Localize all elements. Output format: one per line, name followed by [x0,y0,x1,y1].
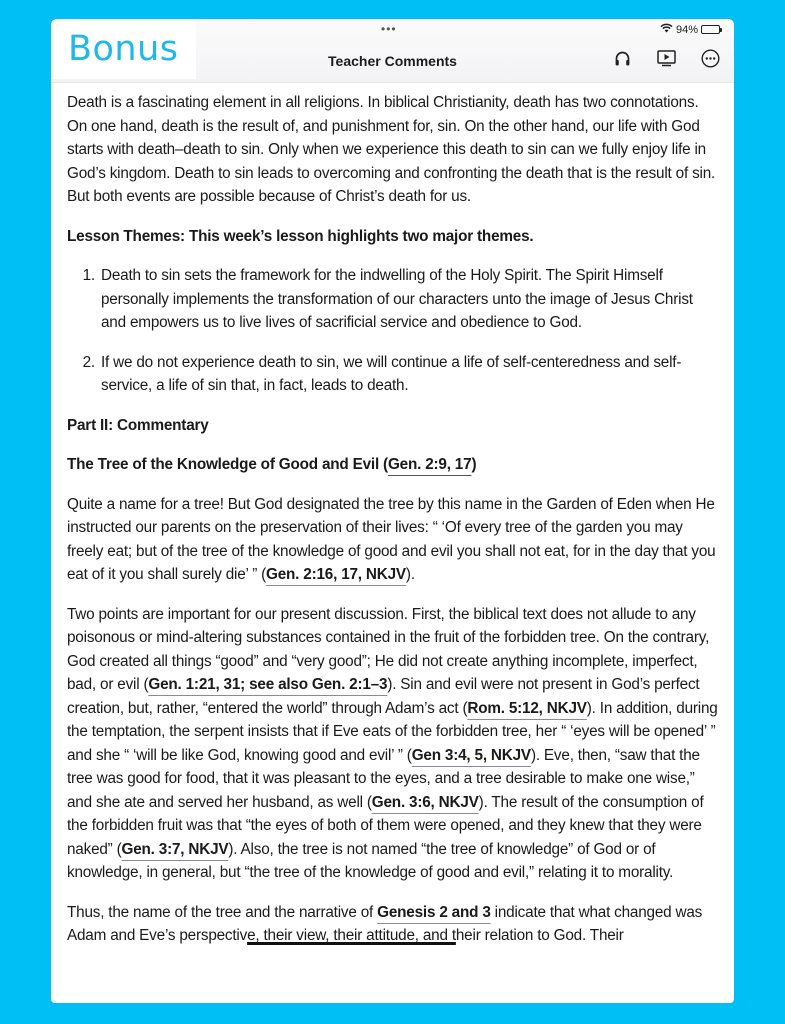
video-play-icon [657,50,676,72]
text: Quite a name for a tree! But God designated the tree by this name in the Garden of Eden when He instructed our parents on the preservation of their lives: “ ‘Of every tree of the garden you may freely eat; but of the tree of the knowledge of good and evil you shall not eat, for in the day that you eat of it you shall surely die’ ” ( [67,495,716,583]
scripture-link[interactable]: Gen 3:4, 5, NKJV [411,746,531,764]
multitasking-grabber[interactable]: ••• [381,22,397,36]
section-heading-close: ) [471,456,477,473]
section-heading [67,453,719,477]
wifi-icon [660,23,673,36]
scripture-link[interactable]: Rom. 5:12, NKJV [467,699,587,717]
scripture-link[interactable]: Gen. 3:7, NKJV [121,840,229,858]
text: ). The result of the consumption of the forbidden fruit was that “the eyes of both of them were opened, and they knew that they were naked” ( [67,793,704,858]
page-title: Teacher Comments [328,53,457,69]
top-bar [51,19,734,83]
text: ). In addition, during the temptation, the serpent insists that if Eve eats of the forbidden tree, her “ ‘eyes will be opened’ ” and she “ ‘will be like God, knowing good and evil’ ” ( [67,699,718,764]
status-bar [660,23,720,36]
scripture-link[interactable]: Gen. 2:9, 17 [387,456,472,473]
theme-item: 2. If we do not experience death to sin, we will continue a life of self-centeredness and self-service, a life of sin that, in fact, leads to death. [99,351,719,398]
part-heading: Part II: Commentary [67,416,209,434]
themes-list [67,264,719,398]
text: Two points are important for our present discussion. First, the biblical text does not allude to any poisonous or mind-altering substances contained in the fruit of the forbidden tree. On the contrary, God created all things “good” and “very good”; He did not create anything incomplete, imperfect, bad, or evil ( [67,605,710,693]
lesson-content [67,91,719,964]
battery-icon [701,25,720,34]
logo [51,19,196,79]
headphones-icon [614,50,631,72]
text: ). Sin and evil were not present in God’s perfect creation, but, rather, “entered the world” through Adam’s act ( [67,676,700,717]
logo-text: Bonus [68,29,179,69]
theme-item: 1. Death to sin sets the framework for the indwelling of the Holy Spirit. The Spirit Himself personally implements the transformation of our characters unto the image of Jesus Christ and empowers us to live lives of sacrificial service and obedience to God. [99,264,719,335]
text: ). Also, the tree is not named “the tree of knowledge” of God or of knowledge, in general, but “the tree of the knowledge of good and evil,” relating it to morality. [67,840,674,881]
battery-percent: 94% [675,23,698,36]
text: ). Eve, then, “saw that the tree was good for food, that it was pleasant to the eyes, and a tree desirable to make one wise,” and she ate and served her husband, as well ( [67,746,700,811]
underlined-annotation[interactable]: e, their view, their attitude, and t [247,927,456,944]
section-heading-text: The Tree of the Knowledge of Good and Evil ( [67,456,388,473]
scripture-link[interactable]: Gen. 2:16, 17, NKJV [266,566,406,583]
video-button[interactable] [656,51,676,71]
text: Thus, the name of the tree and the narrative of [67,903,378,921]
paragraph-3 [67,901,719,948]
themes-heading: Lesson Themes: This week’s lesson highlights two major themes. [67,227,534,245]
paragraph-2 [67,603,719,885]
scripture-link[interactable]: Genesis 2 and 3 [377,903,491,921]
app-window [51,19,734,1003]
more-ellipsis-icon [701,49,720,73]
text: indicate that what changed was Adam and Eve’s perspectiv [67,903,703,944]
text: ). [405,566,415,583]
paragraph-1 [67,493,719,587]
more-button[interactable] [700,51,720,71]
intro-paragraph: Death is a fascinating element in all religions. In biblical Christianity, death has two connotations. On one hand, death is the result of, and punishment for, sin. On the other hand, our life with God starts with death–death to sin. Only when we experience this death to sin can we fully enjoy life in God’s kingdom. Death to sin leads to overcoming and confronting the death that is the result of sin. But both events are possible because of Christ’s death for us. [67,94,716,205]
headphones-button[interactable] [612,51,632,71]
scripture-link[interactable]: Gen. 1:21, 31; see also Gen. 2:1–3 [148,676,388,693]
scripture-link[interactable]: Gen. 3:6, NKJV [371,793,479,811]
toolbar-actions [612,51,720,71]
text: heir relation to God. Their [455,927,624,944]
